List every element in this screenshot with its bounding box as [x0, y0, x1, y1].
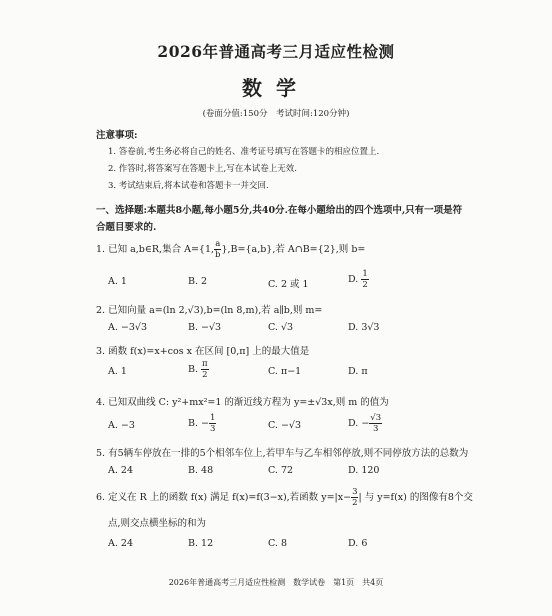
- q4-option-d: [348, 413, 382, 434]
- q1-stem-pre: 1. 已知 a,b∈R,集合 A=: [96, 244, 199, 255]
- q4-option-d-fraction: [369, 413, 382, 434]
- q6-stem-pre: 6. 定义在 R 上的函数 f(x) 满足 f(x)=f(3−x),若函数 y=: [96, 492, 335, 503]
- q4-b-num: 1: [209, 413, 216, 423]
- q1-stem-post: ,B={a,b},若 A∩B={2},则 b=: [227, 244, 366, 255]
- q1-set-open: {1,: [198, 244, 215, 255]
- notice-item: 1. 答卷前,考生务必将自己的姓名、准考证号填写在答题卡的相应位置上.: [108, 147, 380, 157]
- q1-option-a: A. 1: [108, 276, 127, 287]
- notice-item: 3. 考试结束后,将本试卷和答题卡一并交回.: [108, 181, 269, 191]
- q4-option-b: [188, 413, 216, 434]
- q4-d-num: √3: [370, 413, 382, 423]
- q5-option-d: D. 120: [348, 465, 380, 476]
- q6-option-a: A. 24: [108, 538, 133, 549]
- q3-option-d: D. π: [348, 366, 368, 377]
- q5-option-a: A. 24: [108, 465, 133, 476]
- page-footer: 2026年普通高考三月适应性检测 数学试卷 第1页 共4页: [168, 578, 384, 587]
- q1-set-close: }: [221, 244, 228, 255]
- q4-option-b-label: B. −: [188, 418, 209, 429]
- q1-option-d-label: D.: [348, 274, 359, 285]
- question-6: [96, 487, 473, 508]
- section-heading-cont: 合题目要求的.: [96, 222, 157, 233]
- q4-option-d-label: D. −: [348, 418, 370, 429]
- question-2: 2. 已知向量 a=(ln 2,√3),b=(ln 8,m),若 a∥b,则 m=: [96, 305, 323, 316]
- q4-option-c: C. −√3: [268, 420, 302, 431]
- question-6-cont: 点,则交点横坐标的和为: [108, 518, 207, 529]
- q1-option-d-fraction: [361, 269, 368, 290]
- exam-title: 2026年普通高考三月适应性检测: [157, 42, 395, 61]
- q6-abs-open: |x−: [334, 492, 352, 503]
- q6-frac-num: 3: [352, 487, 358, 497]
- section-heading: 一、选择题:本题共8小题,每小题5分,共40分.在每小题给出的四个选项中,只有一项是符: [96, 205, 463, 216]
- q6-frac-den: 2: [352, 498, 358, 508]
- q2-option-d: D. 3√3: [348, 322, 380, 333]
- q1-option-d: [348, 269, 369, 290]
- subject-title: 数学: [242, 76, 310, 100]
- question-5: 5. 有5辆车停放在一排的5个相邻车位上,若甲车与乙车相邻停放,则不同停放方法的总数为: [96, 448, 469, 459]
- q2-option-a: A. −3√3: [108, 322, 148, 333]
- q6-option-c: C. 8: [268, 538, 288, 549]
- q1-option-c: C. 2 或 1: [268, 279, 309, 290]
- q3-option-b-fraction: [201, 359, 209, 380]
- q4-d-den: 3: [372, 424, 379, 434]
- q5-option-b: B. 48: [188, 465, 214, 476]
- q2-option-c: C. √3: [268, 322, 294, 333]
- q3-option-b-label: B.: [188, 364, 199, 375]
- q1-frac-den: b: [215, 250, 221, 260]
- notice-item: 2. 作答时,将答案写在答题卡上,写在本试卷上无效.: [108, 164, 297, 174]
- q6-abs-close: |: [358, 492, 362, 503]
- q3-option-c: C. π−1: [268, 366, 302, 377]
- q6-stem-post: 与 y=f(x) 的图像有8个交: [361, 492, 473, 503]
- q3-b-den: 2: [202, 370, 208, 380]
- question-1: [96, 239, 365, 260]
- q3-b-num: π: [202, 359, 208, 369]
- q5-option-c: C. 72: [268, 465, 294, 476]
- question-4: 4. 已知双曲线 C: y²+mx²=1 的渐近线方程为 y=±√3x,则 m 的值为: [96, 397, 389, 408]
- q1-option-b: B. 2: [188, 276, 208, 287]
- q3-option-b: [188, 359, 209, 380]
- exam-meta: (卷面分值:150分 考试时间:120分钟): [202, 109, 350, 119]
- q6-option-b: B. 12: [188, 538, 214, 549]
- notice-heading: 注意事项:: [96, 130, 138, 141]
- q6-option-d: D. 6: [348, 538, 368, 549]
- q4-option-a: A. −3: [108, 420, 135, 431]
- q4-b-den: 3: [209, 424, 216, 434]
- q3-option-a: A. 1: [108, 366, 127, 377]
- q1-frac-num: a: [215, 239, 221, 249]
- q1-d-num: 1: [362, 269, 368, 279]
- question-3: 3. 函数 f(x)=x+cos x 在区间 [0,π] 上的最大值是: [96, 346, 310, 357]
- q4-option-b-fraction: [209, 413, 216, 434]
- q1-d-den: 2: [362, 280, 368, 290]
- q2-option-b: B. −√3: [188, 322, 222, 333]
